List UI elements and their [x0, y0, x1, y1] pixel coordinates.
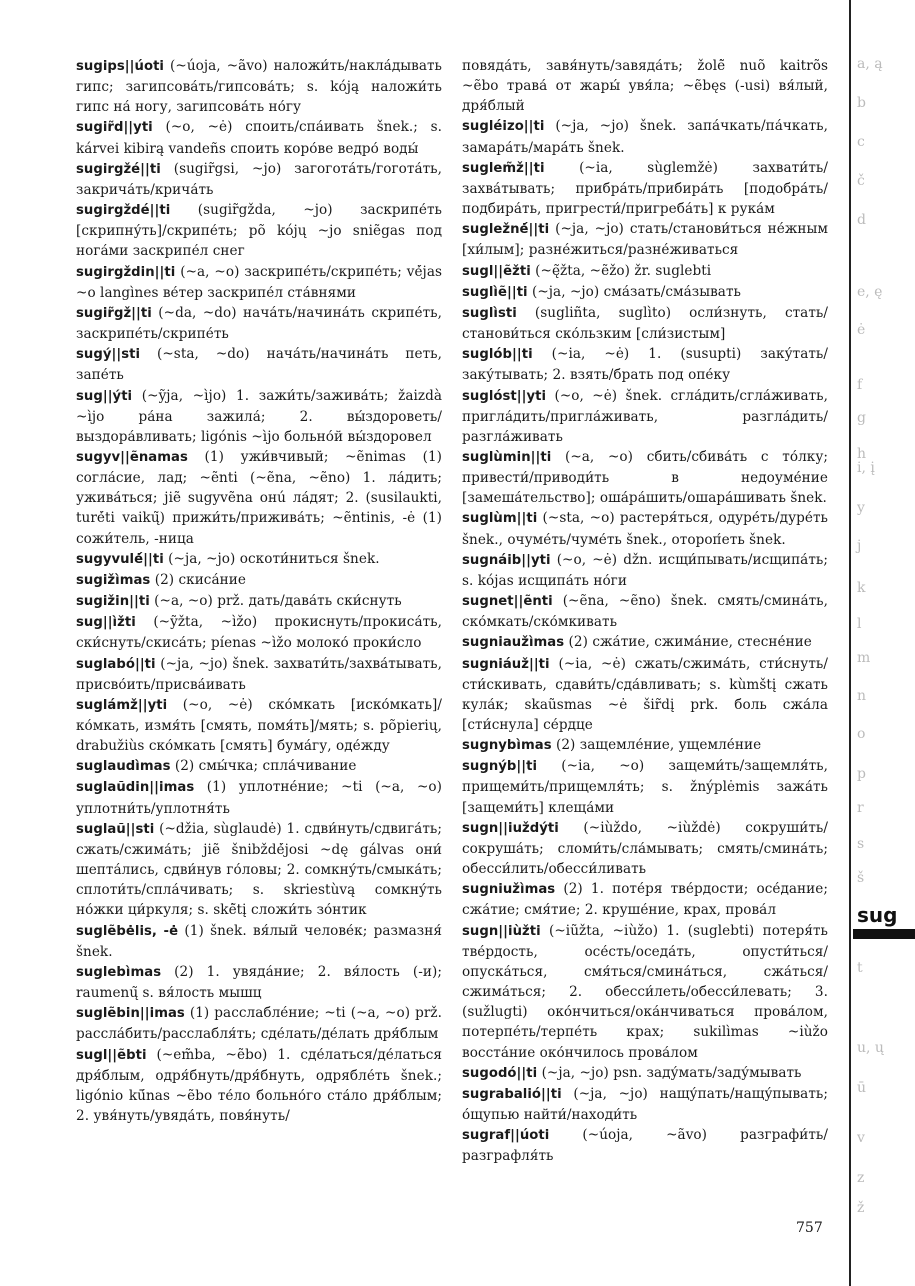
dictionary-entry — [462, 303, 828, 344]
thumb-index-letter: d — [857, 212, 866, 228]
dictionary-entry — [76, 386, 442, 447]
entry-definition: (~ẽna, ~ẽno) šnek. смять/смина́ть, ско́мкать/ско́мкивать — [462, 593, 828, 631]
entry-definition: (sugliñta, suglìto) осли́знуть, стать/станови́ться ско́льзким [сли́зистым] — [462, 304, 828, 343]
entry-headword: suglaũdin||imas — [76, 780, 195, 796]
entry-headword: suglẽbėlis, -ė — [76, 923, 179, 939]
entry-definition: (~ja, ~jo) стать/станови́ться не́жным [хи́лым]; разне́житься/разне́живаться — [462, 221, 828, 259]
entry-headword: sugn||iuždýti — [462, 820, 559, 836]
thumb-index-letter: s — [857, 836, 865, 852]
entry-headword: sugirgžé||ti — [76, 161, 161, 177]
thumb-index-letter: k — [857, 580, 866, 596]
entry-headword: sug||ìžti — [76, 615, 136, 631]
thumb-index-letter: j — [857, 538, 862, 554]
entry-headword: sug||ýti — [76, 388, 133, 404]
entry-headword: sugn||iùžti — [462, 923, 541, 939]
entry-definition: (2) 1. поте́ря тве́рдости; осе́дание; сжа́тие; смя́тие; 2. круше́ние, крах, прова́л — [462, 881, 828, 919]
dictionary-entry — [76, 591, 442, 612]
thumb-index-letter: g — [857, 410, 866, 426]
dictionary-entry — [462, 654, 828, 736]
dictionary-entry — [462, 447, 828, 508]
entry-definition: (~ia, ~ė) 1. (susupti) заку́тать/заку́тывать; 2. взять/брать под опе́ку — [462, 346, 828, 384]
dictionary-entry — [462, 508, 828, 549]
entry-headword: sugniáuž||ti — [462, 656, 550, 672]
thumb-index-letter: a, ą — [857, 56, 883, 72]
entry-definition: (~ia, sùglemžė) захвати́ть/захва́тывать; прибра́ть/прибира́ть [подобра́ть/подбира́ть, пригрести́/пригреба́ть] к рука́м — [462, 159, 828, 218]
dictionary-entry — [462, 1125, 828, 1166]
entry-headword: sugirgždé||ti — [76, 203, 171, 219]
entry-definition: (~ỹžta, ~ìžo) прокиснуть/прокиса́ть, ски́снуть/скиса́ть; píenas ~ìžo молоко́ проки́сло — [76, 614, 442, 652]
entry-definition: (~o, ~ė) споить/спа́ивать šnek.; s. kárvei kibirą vandeñs споить коро́ве ведро́ воды́ — [76, 119, 442, 157]
entry-definition: (~ia, ~o) защеми́ть/защемля́ть, прищеми́ть/прищемля́ть; s. žnýplėmis зажа́ть [защеми́ть] клеща́ми — [462, 758, 828, 816]
entry-definition: (~ja, ~jo) сма́зать/сма́зывать — [527, 283, 741, 300]
entry-headword: suglób||ti — [462, 347, 533, 363]
thumb-index-letter: m — [857, 650, 871, 666]
dictionary-entry — [76, 1003, 442, 1044]
entry-headword: sugnybìmas — [462, 738, 552, 754]
dictionary-entry — [462, 1063, 828, 1084]
entry-headword: sugležnė́||ti — [462, 222, 550, 238]
dictionary-entry — [462, 550, 828, 591]
entry-headword: sugyvulė́||ti — [76, 551, 164, 567]
entry-definition: (1) šnek. вя́лый челове́к; размазня́ šnek. — [76, 922, 442, 960]
dictionary-entry — [462, 632, 828, 653]
entry-headword: suglem̃ž||ti — [462, 160, 545, 176]
entry-headword: suglìsti — [462, 305, 517, 321]
thumb-index-letter: n — [857, 688, 867, 704]
dictionary-entry — [462, 344, 828, 385]
dictionary-entry — [76, 819, 442, 921]
entry-definition: (~ja, ~jo) нащу́пать/нащу́пывать; о́щупью найти́/находи́ть — [462, 1085, 828, 1123]
thumb-index-letter: p — [857, 766, 866, 782]
entry-definition: (~o, ~ė) šnek. сгла́дить/сгла́живать, пригла́дить/пригла́живать, разгла́дить/разгла́живать — [462, 387, 828, 445]
dictionary-entry — [462, 219, 828, 260]
thumb-index-letter: i, į — [857, 460, 875, 476]
dictionary-entry — [462, 282, 828, 303]
page-number: 757 — [796, 1220, 823, 1236]
entry-definition: (~ja, ~jo) оскоти́ниться šnek. — [163, 550, 380, 567]
dictionary-entry — [76, 159, 442, 200]
entry-definition: (~o, ~ė) ско́мкать [иско́мкать]/ко́мкать, измя́ть [смять, помя́ть]/мять; s. põpierių, drabužiùs ско́мкать [смять] бума́гу, оде́жду — [76, 696, 442, 755]
entry-headword: suglẽbin||imas — [76, 1006, 185, 1022]
entry-headword: sugl||ẽbti — [76, 1047, 147, 1063]
entry-headword: sugips||úoti — [76, 59, 164, 74]
entry-definition: (sugir̃gsi, ~jo) загогота́ть/гогота́ть, закрича́ть/крича́ть — [76, 160, 442, 198]
thumb-index-active-label: sug — [857, 903, 898, 927]
dictionary-entry — [462, 735, 828, 756]
dictionary-entry — [462, 879, 828, 920]
entry-headword: sugižìmas — [76, 572, 151, 588]
dictionary-entry — [76, 962, 442, 1003]
entry-definition: (~sta, ~do) нача́ть/начина́ть петь, запе́ть — [76, 346, 442, 384]
thumb-index-letter: y — [857, 500, 865, 516]
entry-definition: (~ę̃žta, ~ẽžo) žr. suglebti — [530, 262, 712, 279]
dictionary-column-left — [76, 56, 442, 1126]
entry-headword: suglebìmas — [76, 964, 162, 980]
thumb-index-letter: h — [857, 446, 867, 462]
dictionary-entry — [462, 818, 828, 879]
dictionary-entry — [76, 549, 442, 570]
entry-definition: (~ia, ~ė) сжать/сжима́ть, сти́снуть/сти́скивать, сдави́ть/сда́вливать; s. kùmštį сжать кула́к; skaũsmas ~ė šir̃dį prk. боль сжа́ла [сти́снула] се́рдце — [462, 655, 828, 733]
entry-definition: (~ja, ~jo) psn. заду́мать/заду́мывать — [537, 1064, 802, 1081]
thumb-index-divider — [849, 0, 851, 1286]
thumb-index-letter: z — [857, 1170, 865, 1186]
entry-definition: повяда́ть, завя́нуть/завяда́ть; žolė̃ nuõ kaitrõs ~ẽbo трава́ от жары́ увя́ла; ~ẽbęs (-usi) вя́лый, дря́блый — [462, 58, 828, 115]
dictionary-entry — [76, 262, 442, 303]
entry-headword: sugléizo||ti — [462, 119, 545, 135]
entry-headword: suglóst||yti — [462, 388, 547, 404]
dictionary-entry — [76, 117, 442, 158]
entry-headword: sugirgždin||ti — [76, 264, 176, 280]
thumb-index-letter: š — [857, 870, 865, 886]
thumb-index-letter: e, ę — [857, 284, 883, 300]
dictionary-entry — [76, 777, 442, 818]
entry-definition: (1) ужи́вчивый; ~ẽnimas (1) согла́сие, лад; ~ẽnti (~ẽna, ~ẽno) 1. ла́дить; ужива́ться; jiẽ sugyvẽna oнú ла́дят; 2. (susilaukti, turė́ti vaikų̃) прижи́ть/прижива́ть; ~ẽntinis, -ė (1) сожи́тель, -ница — [76, 448, 442, 547]
entry-definition: (1) расслабле́ние; ~ti (~a, ~o) prž. рассла́бить/расслабля́ть; сде́лать/де́лать дря́блым — [76, 1005, 442, 1043]
thumb-index-active-bar — [853, 929, 915, 939]
dictionary-entry — [462, 158, 828, 219]
entry-headword: suglámž||yti — [76, 697, 168, 713]
entry-headword: sugyv||ẽnamas — [76, 449, 188, 465]
entry-definition: (~a, ~o) заскрипе́ть/скрипе́ть; vė́jas ~o langìnes ве́тер заскрипе́л ста́внями — [76, 263, 442, 301]
dictionary-entry — [76, 570, 442, 591]
entry-definition: (~iũžta, ~iùžo) 1. (suglebti) потеря́ть тве́рдость, осе́сть/оседа́ть, опусти́ться/опуска́ться, смя́ться/смина́ться, сжа́ться/сжима́ться; 2. обесси́леть/обесси́левать; 3. (sužlugti) око́нчиться/ока́нчиваться прова́лом, потерпе́ть/терпе́ть крах; sukilìmas ~iùžo восста́ние око́нчилось прова́лом — [462, 922, 828, 1061]
dictionary-entry — [462, 756, 828, 817]
entry-headword: sugir̃d||yti — [76, 120, 153, 136]
thumb-index-letter: ė — [857, 322, 866, 338]
dictionary-entry — [76, 612, 442, 653]
dictionary-entry — [76, 921, 442, 962]
thumb-index-letter: f — [857, 377, 863, 393]
entry-headword: suglabó||ti — [76, 656, 156, 672]
entry-headword: sugižin||ti — [76, 594, 150, 610]
dictionary-entry — [76, 344, 442, 385]
entry-headword: sugnáib||yti — [462, 552, 551, 568]
dictionary-entry — [462, 591, 828, 632]
entry-headword: sugraf||úoti — [462, 1128, 550, 1144]
dictionary-entry — [462, 386, 828, 447]
thumb-index-letter: b — [857, 95, 866, 111]
thumb-index-letter: v — [857, 1130, 865, 1146]
entry-definition: (~sta, ~o) растеря́ться, одуре́ть/дуре́ть šnek., очуме́ть/чуме́ть šnek., отороп́еть šnek. — [462, 510, 828, 548]
entry-headword: sugrabalió||ti — [462, 1086, 562, 1102]
entry-headword: suglaudìmas — [76, 759, 171, 775]
thumb-index-letter: c — [857, 134, 865, 150]
dictionary-entry — [462, 116, 828, 157]
dictionary-entry — [462, 56, 828, 116]
entry-definition: (2) защемле́ние, ущемле́ние — [551, 737, 762, 754]
entry-definition: (2) смы́чка; спла́чивание — [170, 758, 357, 775]
entry-definition: (sugir̃gžda, ~jo) заскрипе́ть [скрипну́ть]/скрипе́ть; põ kójų ~jo sniẽgas под нога́ми заскрипе́л снег — [76, 202, 442, 260]
entry-definition: (2) сжа́тие, сжима́ние, стесне́ние — [564, 634, 812, 651]
entry-definition: (~ja, ~jo) šnek. запа́чкать/па́чкать, замара́ть/мара́ть šnek. — [462, 118, 828, 156]
entry-definition: (~em̃ba, ~ẽbo) 1. сде́латься/де́латься дря́блым, одря́бнуть/дря́бнуть, одрябле́ть šnek.; ligónio kū́nas ~ẽbo те́ло больно́го ста́ло дря́блым; 2. увя́нуть/увяда́ть, повя́нуть/ — [76, 1046, 442, 1124]
entry-definition: (~a, ~o) сбить/сбива́ть с то́лку; привести́/приводи́ть в недоуме́ние [замеша́тельство]; оша́ра́шить/ошара́шивать šnek. — [462, 448, 828, 507]
entry-headword: sugniužìmas — [462, 882, 556, 898]
thumb-index-letter: t — [857, 960, 863, 976]
entry-headword: sugodó||ti — [462, 1065, 538, 1081]
thumb-index-letter: o — [857, 726, 866, 742]
dictionary-entry — [462, 1084, 828, 1125]
entry-headword: sugl||ẽžti — [462, 263, 531, 279]
entry-definition: (~ỹja, ~ìjo) 1. зажи́ть/зажива́ть; žaizdà ~ìjo ра́на зажила́; 2. вы́здороветь/выздора́вливать; ligónis ~ìjo больно́й вы́здоровел — [76, 387, 442, 445]
entry-definition: (~úoja, ~ãvo) разграфи́ть/разграфля́ть — [462, 1127, 828, 1165]
thumb-index-letter: r — [857, 800, 864, 816]
entry-headword: suglùm||ti — [462, 511, 538, 527]
thumb-index-letter: ū — [857, 1080, 867, 1096]
entry-definition: (~o, ~ė) džn. исщи́пывать/исщипа́ть; s. kójas исщипа́ть но́ги — [462, 551, 828, 589]
entry-headword: suglìẽ||ti — [462, 284, 528, 300]
entry-definition: (~a, ~o) prž. дать/дава́ть ски́снуть — [149, 593, 402, 610]
entry-definition: (~džia, sùglaudė) 1. сдви́нуть/сдвига́ть; сжать/сжима́ть; jiẽ šnibždė́josi ~dę gálvas они́ шепта́лись, сдви́нув го́ловы; 2. сомкну́ть/смыка́ть; сплоти́ть/спла́чивать; s. skriestùvą сомкну́ть но́жки ци́ркуля; s. skė̃tį сложи́ть зо́нтик — [76, 820, 442, 919]
dictionary-entry — [76, 1045, 442, 1127]
entry-headword: sugý||sti — [76, 347, 141, 363]
entry-definition: (2) скиса́ние — [150, 571, 246, 588]
entry-definition: (~ja, ~jo) šnek. захвати́ть/захва́тывать, присво́ить/присва́ивать — [76, 655, 442, 693]
entry-headword: sugnýb||ti — [462, 759, 538, 775]
dictionary-column-right — [462, 56, 828, 1166]
entry-headword: sugir̃gž||ti — [76, 305, 152, 321]
entry-definition: (~da, ~do) нача́ть/начина́ть скрипе́ть, заскрипе́ть/скрипе́ть — [76, 304, 442, 343]
thumb-index-letter: č — [857, 173, 865, 189]
dictionary-entry — [76, 695, 442, 756]
entry-headword: sugnet||ẽnti — [462, 594, 553, 610]
entry-headword: sugniaužìmas — [462, 635, 565, 651]
dictionary-entry — [462, 921, 828, 1063]
entry-headword: suglùmin||ti — [462, 449, 552, 465]
entry-definition: (1) уплотне́ние; ~ti (~a, ~o) уплотни́ть/уплотня́ть — [76, 779, 442, 817]
entry-definition: (~iùždo, ~iùždė) сокруши́ть/сокруша́ть; сломи́ть/сла́мывать; смять/смина́ть; обесси́лить/обесси́ливать — [462, 819, 828, 878]
entry-headword: suglaũ||sti — [76, 821, 155, 837]
dictionary-entry — [76, 303, 442, 344]
entry-definition: (2) 1. увяда́ние; 2. вя́лость (-и); raumenų̃ s. вя́лость мышц — [76, 963, 442, 1002]
dictionary-entry — [76, 447, 442, 549]
dictionary-entry — [76, 756, 442, 777]
dictionary-entry — [462, 261, 828, 282]
dictionary-entry — [76, 200, 442, 261]
entry-definition: (~úoja, ~ãvo) наложи́ть/накла́дывать гипс; загипсова́ть/гипсова́ть; s. kóją наложи́ть гипс на́ ногу, загипсова́ть но́гу — [76, 58, 442, 116]
thumb-index-letter: ž — [857, 1200, 865, 1216]
dictionary-entry — [76, 654, 442, 695]
dictionary-entry — [76, 56, 442, 117]
thumb-index-letter: u, ų — [857, 1040, 884, 1056]
thumb-index-letter: l — [857, 616, 862, 632]
